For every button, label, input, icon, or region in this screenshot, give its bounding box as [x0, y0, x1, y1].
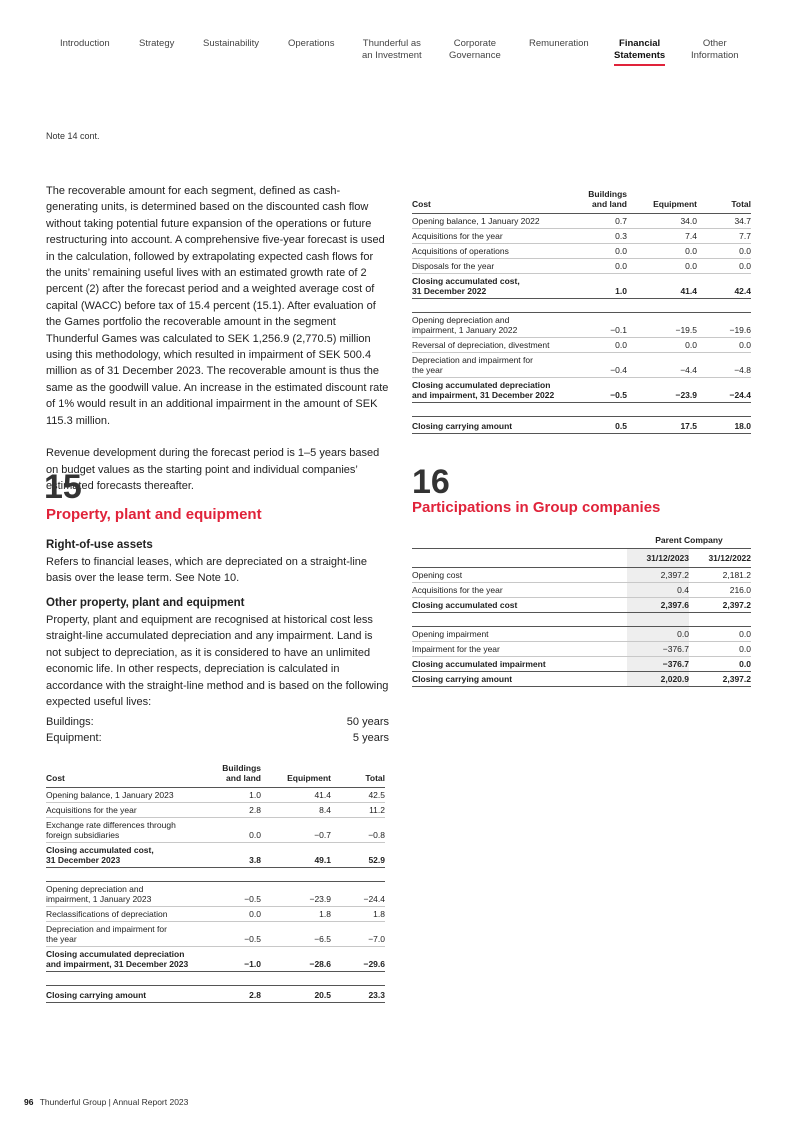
- row-label: Acquisitions of operations: [412, 244, 577, 259]
- cell-total: 42.4: [697, 274, 751, 299]
- col-header-buildings: Buildings and land: [588, 189, 627, 209]
- row-label: Opening depreciation and impairment, 1 January 2022: [412, 313, 577, 338]
- table-header-row: [412, 189, 751, 214]
- cell-buildings: −0.5: [577, 378, 627, 403]
- table-row: [412, 229, 751, 244]
- col-header-buildings: Buildings and land: [222, 763, 261, 783]
- cell-equipment: −23.9: [261, 882, 331, 907]
- section-15-title: Property, plant and equipment: [46, 506, 262, 523]
- cell-equipment: −19.5: [627, 313, 697, 338]
- cell-buildings: 0.3: [577, 229, 627, 244]
- cell-equipment: 34.0: [627, 214, 697, 229]
- cell-2023: −376.7: [627, 657, 689, 672]
- cell-buildings: −1.0: [211, 947, 261, 972]
- nav-label: Remuneration: [529, 38, 589, 49]
- row-label: Closing carrying amount: [412, 417, 577, 434]
- row-label: Opening cost: [412, 568, 627, 583]
- cell-buildings: [577, 299, 627, 313]
- table-row: [46, 907, 385, 922]
- table-spacer-row: [412, 613, 751, 627]
- cell-total: −4.8: [697, 353, 751, 378]
- col-header-2023: 31/12/2023: [627, 549, 689, 568]
- cell-total: [697, 299, 751, 313]
- table-row: [412, 313, 751, 338]
- cell-equipment: [261, 972, 331, 986]
- row-label: Closing accumulated impairment: [412, 657, 627, 672]
- cell-buildings: [577, 403, 627, 417]
- cell-total: [697, 403, 751, 417]
- cell-buildings: −0.5: [211, 882, 261, 907]
- row-label: [412, 613, 627, 627]
- cell-buildings: −0.4: [577, 353, 627, 378]
- row-label: [46, 972, 211, 986]
- table-row: [46, 788, 385, 803]
- cell-equipment: −4.4: [627, 353, 697, 378]
- table-row: [412, 672, 751, 687]
- table-row: [412, 274, 751, 299]
- col-header-cost: Cost: [412, 199, 431, 209]
- table-row: [412, 214, 751, 229]
- table-row: [46, 986, 385, 1003]
- row-label: [46, 868, 211, 882]
- cell-total: [331, 868, 385, 882]
- cell-total: −24.4: [697, 378, 751, 403]
- nav-remuneration[interactable]: [529, 38, 589, 50]
- nav-label: Strategy: [139, 38, 175, 49]
- table-row: [46, 947, 385, 972]
- table-group-header-row: [412, 535, 751, 549]
- cell-total: −19.6: [697, 313, 751, 338]
- col-header-equipment: Equipment: [287, 773, 331, 783]
- cell-buildings: 2.8: [211, 803, 261, 818]
- useful-life-buildings: [46, 716, 389, 728]
- cell-total: 0.0: [697, 244, 751, 259]
- intro-text: [46, 183, 390, 510]
- cell-total: 34.7: [697, 214, 751, 229]
- ppe-table-2023: [46, 763, 385, 1003]
- cell-equipment: 41.4: [261, 788, 331, 803]
- table-spacer-row: [412, 403, 751, 417]
- cell-total: [331, 972, 385, 986]
- cell-buildings: 1.0: [211, 788, 261, 803]
- row-label: Opening depreciation and impairment, 1 January 2023: [46, 882, 211, 907]
- row-label: Closing accumulated cost: [412, 598, 627, 613]
- row-label: [412, 403, 577, 417]
- cell-equipment: 0.0: [627, 338, 697, 353]
- oppe-heading: Other property, plant and equipment: [46, 597, 245, 609]
- row-label: Opening balance, 1 January 2023: [46, 788, 211, 803]
- row-label: Exchange rate differences through foreign subsidiaries: [46, 818, 211, 843]
- table-row: [412, 378, 751, 403]
- row-label: Closing accumulated depreciation and impairment, 31 December 2022: [412, 378, 577, 403]
- cell-buildings: 0.5: [577, 417, 627, 434]
- useful-life-equipment: [46, 732, 389, 744]
- cell-equipment: [261, 868, 331, 882]
- table-row: [412, 338, 751, 353]
- row-label: Reversal of depreciation, divestment: [412, 338, 577, 353]
- nav-label: Corporate: [453, 38, 496, 49]
- nav-thunderful-investment[interactable]: [362, 38, 422, 62]
- cell-equipment: 0.0: [627, 244, 697, 259]
- life-value: 50 years: [346, 716, 389, 728]
- cell-buildings: 0.0: [211, 907, 261, 922]
- table-spacer-row: [412, 299, 751, 313]
- table-row: [412, 598, 751, 613]
- cell-buildings: 1.0: [577, 274, 627, 299]
- row-label: Depreciation and impairment for the year: [412, 353, 577, 378]
- row-label: Closing accumulated cost, 31 December 2022: [412, 274, 577, 299]
- ppe-table-2022: [412, 189, 751, 434]
- nav-operations[interactable]: [288, 38, 334, 50]
- cell-buildings: 3.8: [211, 843, 261, 868]
- cell-equipment: [627, 299, 697, 313]
- cell-2023: 2,020.9: [627, 672, 689, 687]
- paragraph: Property, plant and equipment are recognised at historical cost less straight-line accumulated depreciation and any impairment. Land is not subject to depreciation, as it is considered to have an unlimited economic life. In other respects, depreciation is calculated in accordance with the straight-line method and is based on the following expected useful lives:: [46, 614, 389, 709]
- life-label: Equipment:: [46, 732, 102, 744]
- cell-buildings: 0.0: [577, 259, 627, 274]
- table-row: [412, 417, 751, 434]
- cell-total: 11.2: [331, 803, 385, 818]
- cell-equipment: −0.7: [261, 818, 331, 843]
- col-header-cost: Cost: [46, 773, 65, 783]
- nav-label: an Investment: [362, 50, 422, 61]
- table-row: [412, 353, 751, 378]
- cell-total: 0.0: [697, 259, 751, 274]
- cell-buildings: [211, 868, 261, 882]
- cell-2022: 2,397.2: [689, 598, 751, 613]
- cell-2023: [627, 613, 689, 627]
- section-15-number: 15: [44, 468, 82, 506]
- cell-total: 52.9: [331, 843, 385, 868]
- nav-label: Thunderful as: [362, 38, 421, 49]
- nav-strategy[interactable]: [139, 38, 174, 50]
- row-label: Opening balance, 1 January 2022: [412, 214, 577, 229]
- cell-buildings: [211, 972, 261, 986]
- row-label: Impairment for the year: [412, 642, 627, 657]
- section-16-number: 16: [412, 463, 450, 501]
- cell-total: 42.5: [331, 788, 385, 803]
- nav-other-information[interactable]: [691, 38, 739, 62]
- life-value: 5 years: [352, 732, 389, 744]
- note-continuation: Note 14 cont.: [46, 131, 100, 141]
- table-row: [46, 922, 385, 947]
- cell-buildings: −0.1: [577, 313, 627, 338]
- cell-2022: 216.0: [689, 583, 751, 598]
- cell-total: 0.0: [697, 338, 751, 353]
- table-row: [412, 627, 751, 642]
- row-label: [412, 299, 577, 313]
- nav-financial-statements[interactable]: [614, 38, 665, 66]
- col-header-2022: 31/12/2022: [708, 553, 751, 563]
- row-label: Closing carrying amount: [46, 986, 211, 1003]
- life-label: Buildings:: [46, 716, 94, 728]
- nav-label: Other: [702, 38, 727, 49]
- cell-buildings: 0.0: [577, 244, 627, 259]
- page-number: 96: [24, 1097, 34, 1107]
- cell-2022: [689, 613, 751, 627]
- cell-equipment: −23.9: [627, 378, 697, 403]
- cell-equipment: 41.4: [627, 274, 697, 299]
- cell-equipment: −6.5: [261, 922, 331, 947]
- cell-2023: 0.4: [627, 583, 689, 598]
- table-row: [46, 818, 385, 843]
- cell-2022: 0.0: [689, 657, 751, 672]
- table-row: [412, 568, 751, 583]
- paragraph: Revenue development during the forecast period is 1–5 years based on budget values as the starting point and individual companies’ estimated forecasts thereafter.: [46, 447, 380, 492]
- cell-total: 18.0: [697, 417, 751, 434]
- row-label: Depreciation and impairment for the year: [46, 922, 211, 947]
- cell-equipment: [627, 403, 697, 417]
- paragraph: Refers to financial leases, which are depreciated on a straight-line basis over the lease term. See Note 10.: [46, 556, 368, 585]
- page-footer: [24, 1097, 188, 1107]
- nav-label: Introduction: [60, 38, 110, 49]
- row-label: Acquisitions for the year: [46, 803, 211, 818]
- cell-buildings: −0.5: [211, 922, 261, 947]
- nav-label: Statements: [614, 50, 666, 61]
- cell-equipment: 0.0: [627, 259, 697, 274]
- row-label: Closing accumulated cost, 31 December 2023: [46, 843, 211, 868]
- cell-total: −0.8: [331, 818, 385, 843]
- cell-equipment: 1.8: [261, 907, 331, 922]
- nav-label: Operations: [288, 38, 335, 49]
- table-row: [412, 657, 751, 672]
- cell-2023: 0.0: [627, 627, 689, 642]
- table-spacer-row: [46, 868, 385, 882]
- cell-2022: 2,181.2: [689, 568, 751, 583]
- cell-2023: 2,397.6: [627, 598, 689, 613]
- section-16-title: Participations in Group companies: [412, 499, 661, 516]
- cell-2022: 2,397.2: [689, 672, 751, 687]
- table-row: [412, 244, 751, 259]
- cell-equipment: 7.4: [627, 229, 697, 244]
- footer-text: Thunderful Group | Annual Report 2023: [39, 1097, 189, 1107]
- row-label: Closing accumulated depreciation and impairment, 31 December 2023: [46, 947, 211, 972]
- oppe-text: [46, 612, 390, 726]
- table-row: [412, 642, 751, 657]
- table-row: [46, 803, 385, 818]
- col-group-parent-company: Parent Company: [655, 535, 723, 545]
- cell-2023: −376.7: [627, 642, 689, 657]
- cell-equipment: 20.5: [261, 986, 331, 1003]
- paragraph: The recoverable amount for each segment, defined as cash-generating units, is determined based on the discounted cash flow without taking potential future expansion of the operations or future restructuring into account. A comprehensive five-year forecast is used in the calculation, followed by extrapolating expected cash flows for the units’ remaining useful lives with an estimated growth rate of 2 percent (2) after the forecast period and a weighted average cost of capital (WACC) before tax of 15.4 percent (15.1). After evaluation of the Games portfolio the recoverable amount in the segment Thunderful Games was calculated to SEK 1,256.9 (2,770.5) million using this methodology, which resulted in impairment of SEK 500.4 million as of 31 December 2023. The recoverable amount is thus the same as the goodwill value. An increase in the estimated discount rate of 1% would result in an additional impairment in the amount of SEK 115.3 million.: [46, 185, 389, 427]
- col-header-equipment: Equipment: [653, 199, 697, 209]
- cell-total: 23.3: [331, 986, 385, 1003]
- cell-2022: 0.0: [689, 642, 751, 657]
- cell-total: −7.0: [331, 922, 385, 947]
- table-row: [46, 882, 385, 907]
- nav-label: Governance: [449, 50, 501, 61]
- cell-total: 1.8: [331, 907, 385, 922]
- row-label: Closing carrying amount: [412, 672, 627, 687]
- cell-2022: 0.0: [689, 627, 751, 642]
- participations-table: [412, 535, 751, 687]
- nav-label: Sustainability: [203, 38, 259, 49]
- col-header-total: Total: [365, 773, 385, 783]
- cell-total: −24.4: [331, 882, 385, 907]
- table-spacer-row: [46, 972, 385, 986]
- cell-buildings: 0.7: [577, 214, 627, 229]
- table-row: [412, 583, 751, 598]
- cell-equipment: 49.1: [261, 843, 331, 868]
- row-label: Reclassifications of depreciation: [46, 907, 211, 922]
- table-header-row: [412, 549, 751, 568]
- table-row: [46, 843, 385, 868]
- nav-introduction[interactable]: [60, 38, 110, 50]
- cell-equipment: −28.6: [261, 947, 331, 972]
- nav-label: Information: [691, 50, 739, 61]
- nav-sustainability[interactable]: [203, 38, 259, 50]
- row-label: Opening impairment: [412, 627, 627, 642]
- nav-label: Financial: [619, 38, 661, 49]
- rou-heading: Right-of-use assets: [46, 539, 153, 551]
- rou-text: [46, 554, 390, 603]
- table-header-row: [46, 763, 385, 788]
- cell-buildings: 0.0: [211, 818, 261, 843]
- cell-buildings: 0.0: [577, 338, 627, 353]
- nav-corporate-governance[interactable]: [449, 38, 501, 62]
- col-header-total: Total: [731, 199, 751, 209]
- row-label: Acquisitions for the year: [412, 229, 577, 244]
- top-navigation: [48, 38, 754, 68]
- cell-buildings: 2.8: [211, 986, 261, 1003]
- cell-equipment: 17.5: [627, 417, 697, 434]
- row-label: Disposals for the year: [412, 259, 577, 274]
- cell-equipment: 8.4: [261, 803, 331, 818]
- cell-total: 7.7: [697, 229, 751, 244]
- table-row: [412, 259, 751, 274]
- row-label: Acquisitions for the year: [412, 583, 627, 598]
- cell-total: −29.6: [331, 947, 385, 972]
- cell-2023: 2,397.2: [627, 568, 689, 583]
